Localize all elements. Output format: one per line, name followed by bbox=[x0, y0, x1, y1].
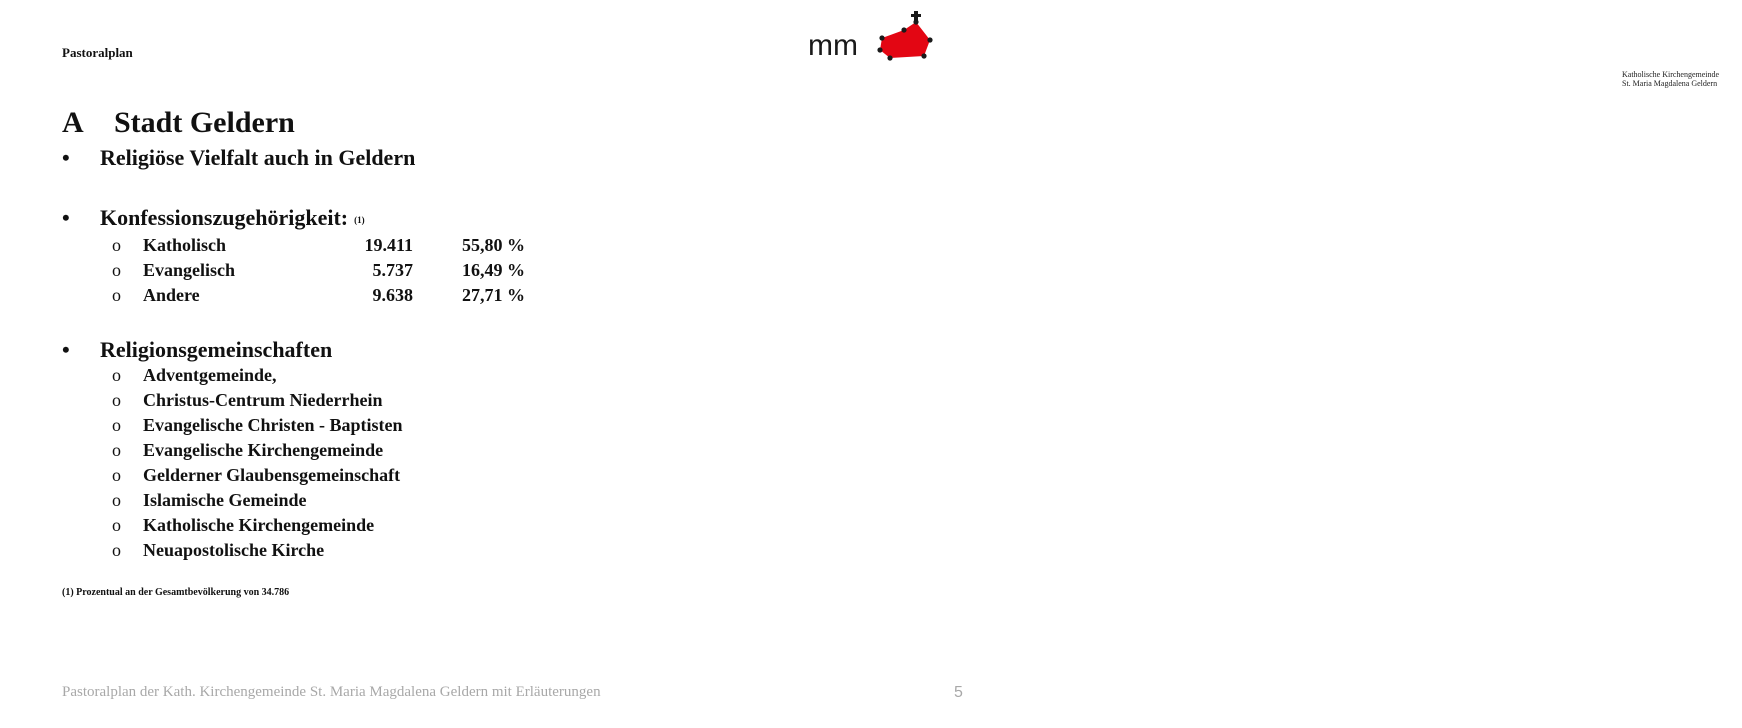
section-title bbox=[62, 106, 295, 140]
community-item bbox=[112, 490, 307, 515]
bullet-text: Konfessionszugehörigkeit: bbox=[100, 205, 349, 230]
header-label: Pastoralplan bbox=[62, 45, 133, 60]
logo-graphic bbox=[806, 10, 936, 62]
list-marker: o bbox=[112, 235, 121, 255]
cross-icon bbox=[911, 11, 921, 21]
community-name: Katholische Kirchengemeinde bbox=[143, 515, 375, 535]
list-marker: o bbox=[112, 415, 121, 435]
bullet-konfession bbox=[62, 205, 365, 231]
list-marker: o bbox=[112, 285, 121, 305]
bullet-marker: • bbox=[62, 337, 70, 362]
footnote: (1) Prozentual an der Gesamtbevölkerung von 34.786 bbox=[62, 587, 290, 598]
logo-subtitle bbox=[1622, 70, 1742, 88]
community-name: Islamische Gemeinde bbox=[143, 490, 307, 510]
confession-count: 5.737 bbox=[372, 260, 413, 280]
community-item bbox=[112, 440, 383, 465]
confession-row bbox=[112, 235, 525, 260]
confession-row bbox=[112, 260, 525, 285]
page-number: 5 bbox=[954, 684, 963, 701]
community-item bbox=[112, 390, 382, 415]
list-marker: o bbox=[112, 260, 121, 280]
community-name: Evangelische Kirchengemeinde bbox=[143, 440, 384, 460]
confession-row bbox=[112, 285, 525, 310]
confession-percent: 55,80 % bbox=[462, 235, 525, 255]
list-marker: o bbox=[112, 540, 121, 560]
logo-letters: mm bbox=[808, 29, 858, 62]
confession-name: Katholisch bbox=[143, 235, 227, 255]
footnote-ref: (1) bbox=[354, 214, 365, 225]
confession-name: Andere bbox=[143, 285, 200, 305]
community-name: Evangelische Christen - Baptisten bbox=[143, 415, 403, 435]
list-marker: o bbox=[112, 365, 121, 385]
list-marker: o bbox=[112, 515, 121, 535]
community-item bbox=[112, 465, 400, 490]
list-marker: o bbox=[112, 490, 121, 510]
community-item bbox=[112, 365, 277, 390]
confession-count: 19.411 bbox=[364, 235, 413, 255]
parish-logo bbox=[806, 10, 1720, 88]
bullet-text: Religiöse Vielfalt auch in Geldern bbox=[100, 145, 416, 170]
community-name: Neuapostolische Kirche bbox=[143, 540, 325, 560]
community-name: Adventgemeinde, bbox=[143, 365, 277, 385]
bullet-religionsgemeinschaften bbox=[62, 337, 332, 363]
bullet-marker: • bbox=[62, 145, 70, 170]
community-name: Christus-Centrum Niederrhein bbox=[143, 390, 383, 410]
confession-percent: 16,49 % bbox=[462, 260, 525, 280]
bullet-vielfalt bbox=[62, 145, 415, 171]
section-letter: A bbox=[62, 106, 84, 139]
community-item bbox=[112, 415, 403, 440]
confession-name: Evangelisch bbox=[143, 260, 236, 280]
bullet-marker: • bbox=[62, 205, 70, 230]
community-name: Gelderner Glaubensgemeinschaft bbox=[143, 465, 401, 485]
community-item bbox=[112, 540, 324, 565]
confession-percent: 27,71 % bbox=[462, 285, 525, 305]
section-title-text: Stadt Geldern bbox=[114, 106, 295, 139]
logo-church-shape bbox=[880, 22, 930, 58]
bullet-text: Religionsgemeinschaften bbox=[100, 337, 333, 362]
list-marker: o bbox=[112, 465, 121, 485]
list-marker: o bbox=[112, 440, 121, 460]
logo-line-2: St. Maria Magdalena Geldern bbox=[1622, 79, 1718, 88]
footer-text: Pastoralplan der Kath. Kirchengemeinde St. Maria Magdalena Geldern mit Erläuterungen bbox=[62, 684, 601, 700]
list-marker: o bbox=[112, 390, 121, 410]
confession-count: 9.638 bbox=[372, 285, 413, 305]
logo-line-1: Katholische Kirchengemeinde bbox=[1622, 70, 1720, 79]
community-item bbox=[112, 515, 374, 540]
